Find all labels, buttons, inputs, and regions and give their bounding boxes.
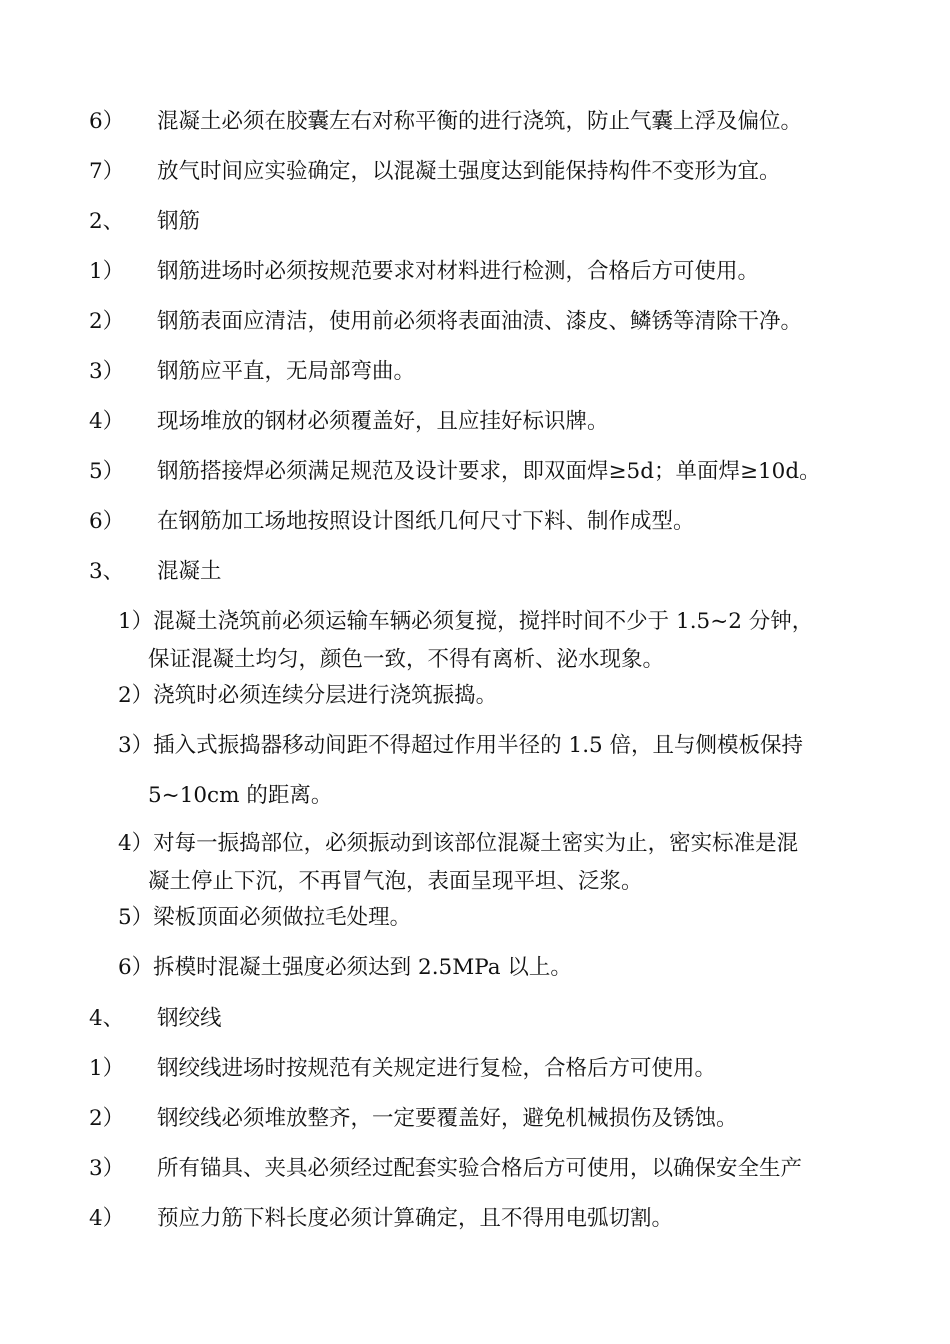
item-text: 钢绞线必须堆放整齐，一定要覆盖好，避免机械损伤及锈蚀。 [157, 1106, 738, 1131]
item-text: 钢筋应平直，无局部弯曲。 [157, 359, 416, 384]
item-text: 5）梁板顶面必须做拉毛处理。 [118, 905, 412, 930]
section-number: 4、 [89, 1006, 125, 1031]
item-text: 现场堆放的钢材必须覆盖好，且应挂好标识牌。 [157, 409, 609, 434]
item-number: 6） [89, 509, 125, 534]
item-text: 钢筋进场时必须按规范要求对材料进行检测，合格后方可使用。 [157, 259, 760, 284]
item-number: 6） [89, 109, 125, 134]
section-title: 钢筋 [157, 209, 201, 234]
item-number: 3） [89, 359, 125, 384]
item-number: 7） [89, 159, 125, 184]
item-text: 6）拆模时混凝土强度必须达到 2.5MPa 以上。 [118, 955, 572, 980]
section-number: 2、 [89, 209, 125, 234]
item-text: 4）对每一振捣部位，必须振动到该部位混凝土密实为止，密实标准是混 [118, 831, 799, 856]
item-text: 混凝土必须在胶囊左右对称平衡的进行浇筑，防止气囊上浮及偏位。 [157, 109, 803, 134]
item-text: 2）浇筑时必须连续分层进行浇筑振捣。 [118, 683, 498, 708]
item-number: 2） [89, 1106, 125, 1131]
item-text: 所有锚具、夹具必须经过配套实验合格后方可使用，以确保安全生产 [157, 1156, 803, 1181]
item-number: 1） [89, 259, 125, 284]
item-text: 预应力筋下料长度必须计算确定，且不得用电弧切割。 [157, 1206, 674, 1231]
item-number: 4） [89, 409, 125, 434]
item-text: 在钢筋加工场地按照设计图纸几何尺寸下料、制作成型。 [157, 509, 695, 534]
item-text: 放气时间应实验确定，以混凝土强度达到能保持构件不变形为宜。 [157, 159, 781, 184]
item-number: 2） [89, 309, 125, 334]
item-text: 保证混凝土均匀，颜色一致，不得有离析、泌水现象。 [148, 647, 665, 672]
item-text: 钢筋表面应清洁，使用前必须将表面油渍、漆皮、鳞锈等清除干净。 [157, 309, 803, 334]
item-text: 钢绞线进场时按规范有关规定进行复检，合格后方可使用。 [157, 1056, 717, 1081]
section-number: 3、 [89, 559, 125, 584]
item-text: 3）插入式振捣器移动间距不得超过作用半径的 1.5 倍，且与侧模板保持 [118, 733, 804, 758]
item-number: 1） [89, 1056, 125, 1081]
item-number: 4） [89, 1206, 125, 1231]
item-number: 5） [89, 459, 125, 484]
item-number: 3） [89, 1156, 125, 1181]
item-text: 钢筋搭接焊必须满足规范及设计要求，即双面焊≥5d；单面焊≥10d。 [157, 459, 821, 484]
item-text: 5~10cm 的距离。 [148, 783, 333, 808]
item-text: 1）混凝土浇筑前必须运输车辆必须复搅，搅拌时间不少于 1.5~2 分钟， [118, 609, 814, 634]
section-title: 钢绞线 [157, 1006, 222, 1031]
section-title: 混凝土 [157, 559, 222, 584]
item-text: 凝土停止下沉，不再冒气泡，表面呈现平坦、泛浆。 [148, 869, 643, 894]
